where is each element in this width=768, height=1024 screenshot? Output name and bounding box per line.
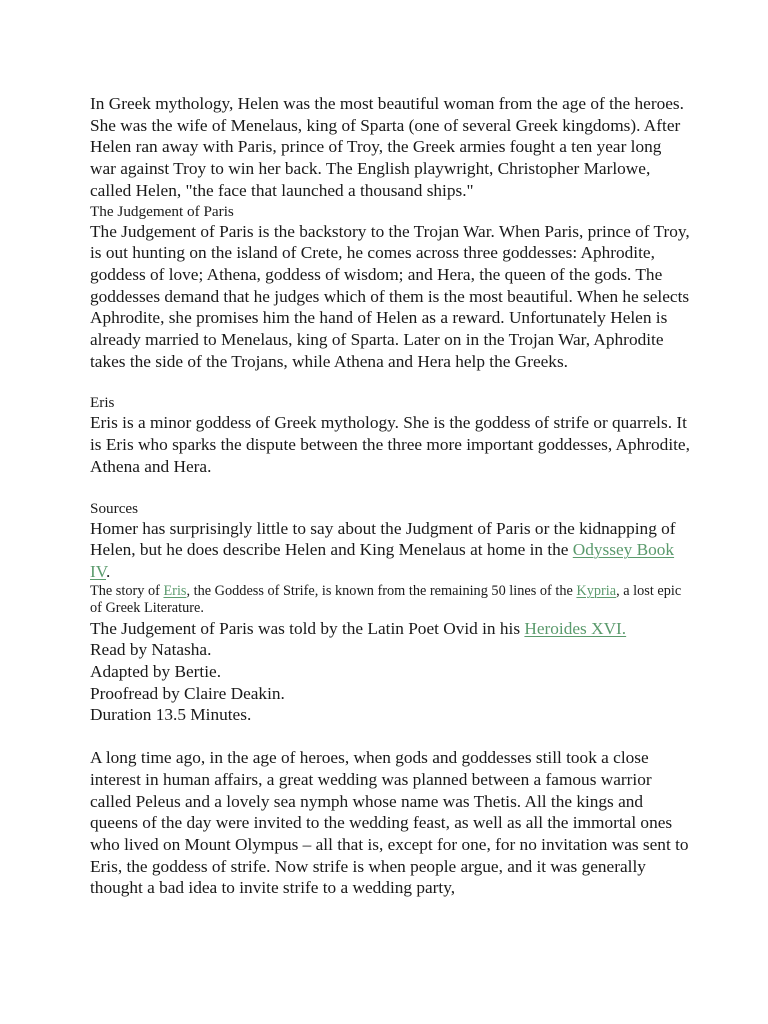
credit-adapted-by: Adapted by Bertie. (90, 662, 222, 682)
homer-end: . (106, 561, 111, 581)
judgement-heading: The Judgement of Paris (90, 202, 234, 220)
story-source-text: The story of (90, 582, 164, 599)
kypria-link[interactable]: Kypria (576, 582, 617, 599)
credit-proofread-by: Proofread by Claire Deakin. (90, 683, 285, 703)
sources-heading: Sources (90, 499, 139, 517)
ovid-text: The Judgement of Paris was told by the Latin Poet Ovid in his (90, 618, 525, 638)
judgement-paragraph: The Judgement of Paris is the backstory to the Trojan War. When Paris, prince of Troy, is out hunting on the island of Crete, he comes across three goddesses: Aphrodite, goddess of love; Athena, goddess of wisdom; and Hera, the queen of the gods. The goddesses demand that he judges which of them is the most beautiful. When he selects Aphrodite, she promises him the hand of Helen as a reward. Unfortunately Helen is already married to Menelaus, king of Sparta. Later on in the Trojan War, Aphrodite takes the side of the Trojans, while Athena and Hera help the Greeks. (90, 221, 690, 371)
spacer (90, 372, 690, 393)
eris-heading: Eris (90, 394, 115, 412)
spacer (90, 726, 690, 747)
homer-paragraph (90, 518, 690, 583)
heroides-link[interactable]: Heroides XVI. (524, 618, 627, 638)
spacer (90, 478, 690, 499)
document-body (90, 93, 690, 899)
story-source-middle: , the Goddess of Strife, is known from the remaining 50 lines of the (186, 582, 577, 599)
story-paragraph: A long time ago, in the age of heroes, when gods and goddesses still took a close interest in human affairs, a great wedding was planned between a famous warrior called Peleus and a lovely sea nymph whose name was Thetis. All the kings and queens of the day were invited to the wedding feast, as well as all the immortal ones who lived on Mount Olympus – all that is, except for one, for no invitation was sent to Eris, the goddess of strife. Now strife is when people argue, and it was generally thought a bad idea to invite strife to a wedding party, (90, 748, 689, 898)
ovid-paragraph (90, 618, 690, 640)
credit-read-by: Read by Natasha. (90, 640, 212, 660)
homer-text: Homer has surprisingly little to say about the Judgment of Paris or the kidnapping of Helen, but he does describe Helen and King Menelaus at home in the (90, 518, 676, 560)
intro-paragraph: In Greek mythology, Helen was the most beautiful woman from the age of the heroes. She was the wife of Menelaus, king of Sparta (one of several Greek kingdoms). After Helen ran away with Paris, prince of Troy, the Greek armies fought a ten year long war against Troy to win her back. The English playwright, Christopher Marlowe, called Helen, "the face that launched a thousand ships." (90, 94, 684, 200)
story-source-paragraph (90, 583, 690, 618)
story-source-end: , a lost epic of Greek Literature. (90, 582, 682, 617)
odyssey-link[interactable]: Odyssey Book IV (90, 540, 675, 581)
eris-link[interactable]: Eris (163, 582, 187, 599)
credit-duration: Duration 13.5 Minutes. (90, 705, 252, 725)
eris-paragraph: Eris is a minor goddess of Greek mythology. She is the goddess of strife or quarrels. It is Eris who sparks the dispute between the three more important goddesses, Aphrodite, Athena and Hera. (90, 413, 690, 476)
